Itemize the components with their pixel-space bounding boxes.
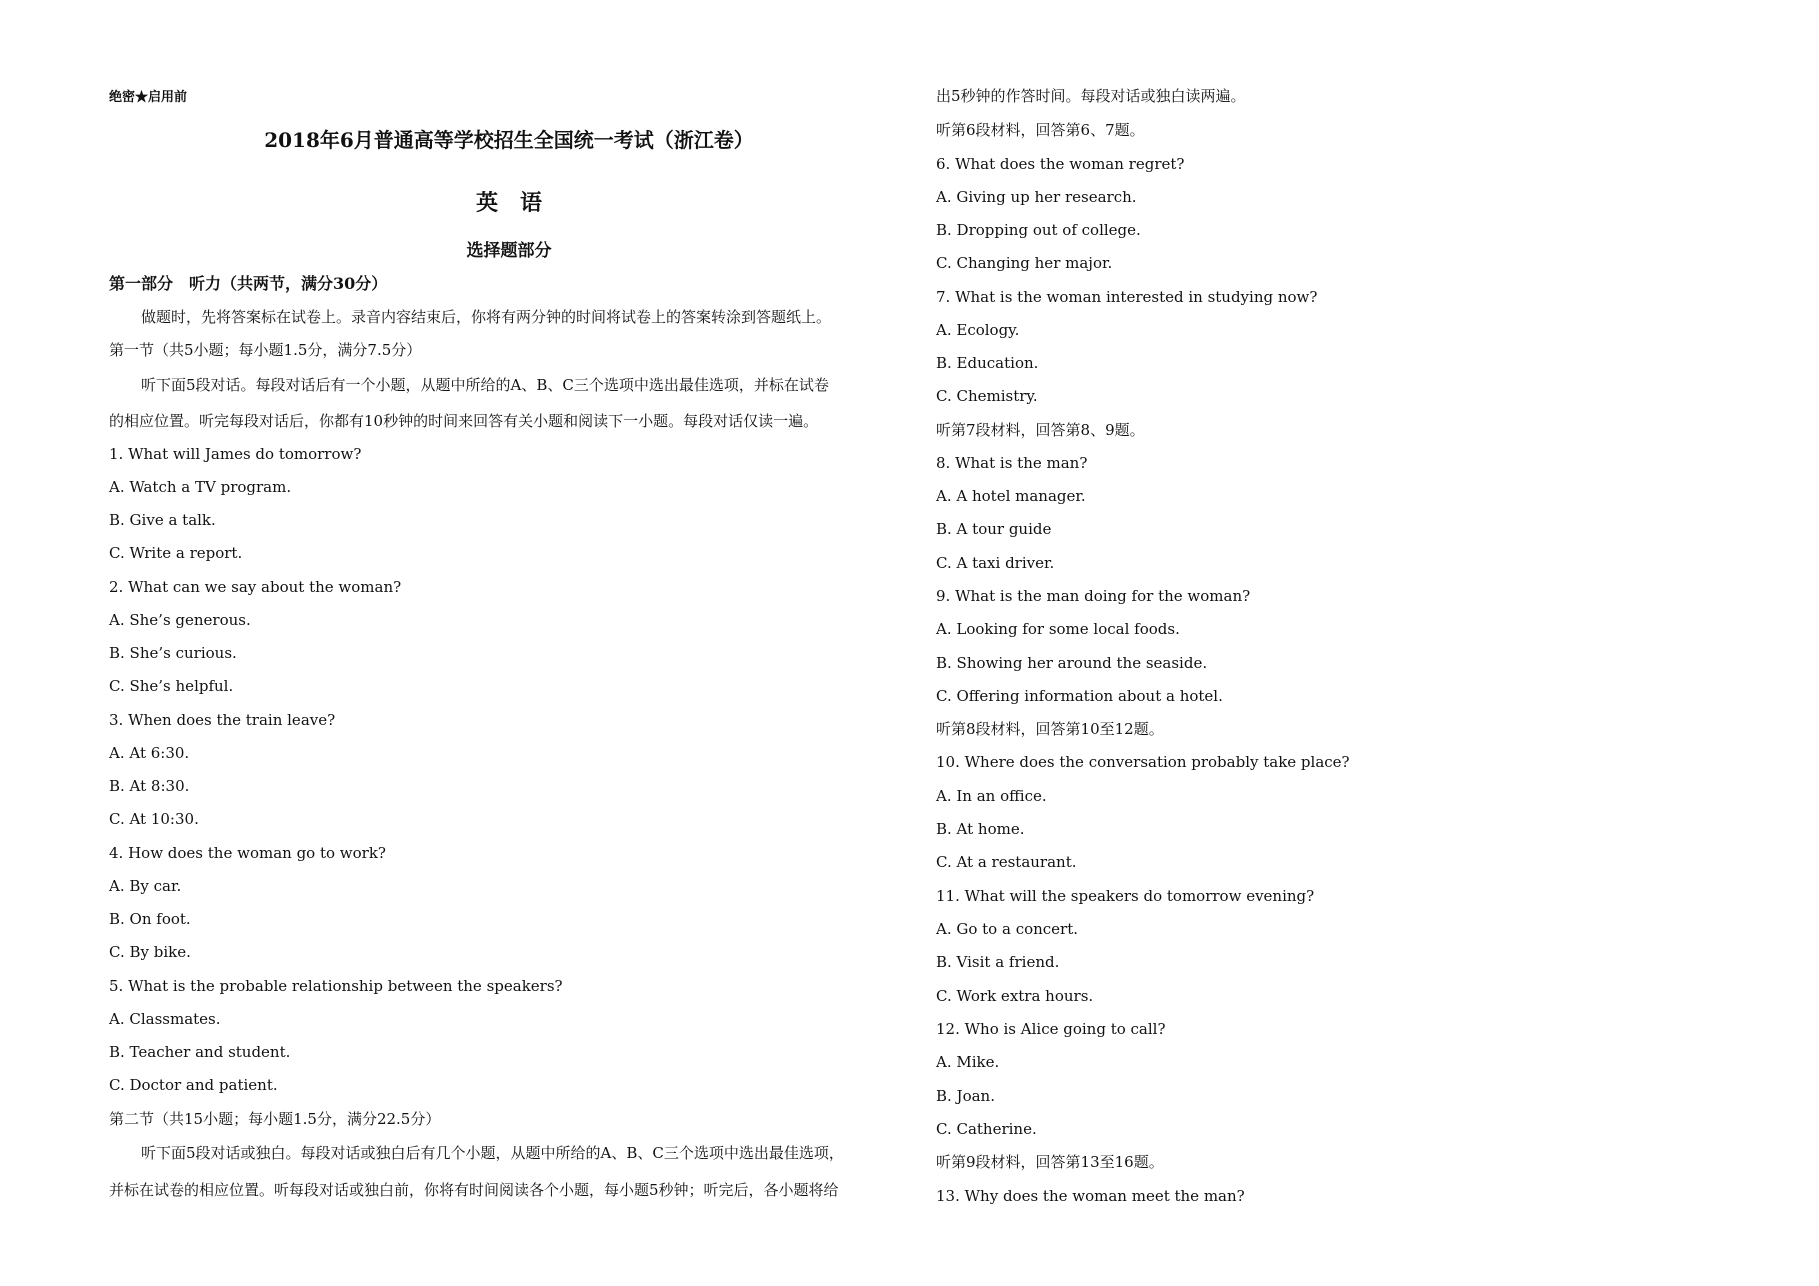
option-1a: A. Watch a TV program. [109, 478, 292, 496]
section2-desc-line1: 听下面5段对话或独白。每段对话或独白后有几个小题，从题中所给的A、B、C三个选项中选出最佳选项， [141, 1144, 844, 1162]
option-5c: C. Doctor and patient. [109, 1076, 278, 1094]
option-4a: A. By car. [109, 877, 182, 895]
section1-desc-line1: 听下面5段对话。每段对话后有一个小题，从题中所给的A、B、C三个选项中选出最佳选项，并标在试卷 [141, 376, 829, 394]
section2-desc-cont: 出5秒钟的作答时间。每段对话或独白读两遍。 [936, 87, 1246, 105]
option-11b: B. Visit a friend. [936, 953, 1060, 971]
question-7: 7. What is the woman interested in studying now? [936, 288, 1318, 306]
option-9b: B. Showing her around the seaside. [936, 654, 1208, 672]
option-3c: C. At 10:30. [109, 810, 199, 828]
question-1: 1. What will James do tomorrow? [109, 445, 362, 463]
material-7: 听第7段材料，回答第8、9题。 [936, 421, 1145, 439]
option-8c: C. A taxi driver. [936, 554, 1055, 572]
question-6: 6. What does the woman regret? [936, 155, 1185, 173]
part-name: 选择题部分 [466, 241, 552, 261]
option-12a: A. Mike. [936, 1053, 1000, 1071]
question-4: 4. How does the woman go to work? [109, 844, 386, 862]
question-11: 11. What will the speakers do tomorrow evening? [936, 887, 1315, 905]
question-12: 12. Who is Alice going to call? [936, 1020, 1166, 1038]
option-4c: C. By bike. [109, 943, 191, 961]
question-8: 8. What is the man? [936, 454, 1088, 472]
option-7c: C. Chemistry. [936, 387, 1038, 405]
material-6: 听第6段材料，回答第6、7题。 [936, 121, 1145, 139]
option-11c: C. Work extra hours. [936, 987, 1094, 1005]
option-8b: B. A tour guide [936, 520, 1052, 538]
option-2c: C. She’s helpful. [109, 677, 234, 695]
question-9: 9. What is the man doing for the woman? [936, 587, 1251, 605]
option-1b: B. Give a talk. [109, 511, 216, 529]
option-8a: A. A hotel manager. [936, 487, 1086, 505]
exam-title: 2018年6月普通高等学校招生全国统一考试（浙江卷） [264, 128, 754, 152]
question-13: 13. Why does the woman meet the man? [936, 1187, 1245, 1205]
option-7a: A. Ecology. [936, 321, 1020, 339]
instruction: 做题时，先将答案标在试卷上。录音内容结束后，你将有两分钟的时间将试卷上的答案转涂到答题纸上。 [141, 308, 832, 326]
option-12c: C. Catherine. [936, 1120, 1037, 1138]
question-5: 5. What is the probable relationship between the speakers? [109, 977, 563, 995]
option-10b: B. At home. [936, 820, 1025, 838]
option-6b: B. Dropping out of college. [936, 221, 1141, 239]
option-6a: A. Giving up her research. [936, 188, 1137, 206]
option-4b: B. On foot. [109, 910, 191, 928]
material-9: 听第9段材料，回答第13至16题。 [936, 1153, 1164, 1171]
secret-label: 绝密★启用前 [109, 90, 188, 105]
material-8: 听第8段材料，回答第10至12题。 [936, 720, 1164, 738]
part1-heading: 第一部分 听力（共两节，满分30分） [109, 274, 388, 293]
option-10c: C. At a restaurant. [936, 853, 1077, 871]
subject-title: 英 语 [475, 190, 543, 216]
option-5b: B. Teacher and student. [109, 1043, 291, 1061]
option-5a: A. Classmates. [109, 1010, 221, 1028]
question-2: 2. What can we say about the woman? [109, 578, 402, 596]
option-9a: A. Looking for some local foods. [936, 620, 1180, 638]
option-2a: A. She’s generous. [109, 611, 251, 629]
option-6c: C. Changing her major. [936, 254, 1113, 272]
option-2b: B. She’s curious. [109, 644, 237, 662]
section1-desc-line2: 的相应位置。听完每段对话后，你都有10秒钟的时间来回答有关小题和阅读下一小题。每段对话仅读一遍。 [109, 412, 819, 430]
question-3: 3. When does the train leave? [109, 711, 336, 729]
option-3b: B. At 8:30. [109, 777, 190, 795]
option-9c: C. Offering information about a hotel. [936, 687, 1223, 705]
option-1c: C. Write a report. [109, 544, 243, 562]
option-3a: A. At 6:30. [109, 744, 190, 762]
section2-heading: 第二节（共15小题；每小题1.5分，满分22.5分） [109, 1110, 441, 1128]
section1-heading: 第一节（共5小题；每小题1.5分，满分7.5分） [109, 341, 422, 359]
option-7b: B. Education. [936, 354, 1039, 372]
option-12b: B. Joan. [936, 1087, 995, 1105]
question-10: 10. Where does the conversation probably take place? [936, 753, 1350, 771]
option-11a: A. Go to a concert. [936, 920, 1079, 938]
option-10a: A. In an office. [936, 787, 1047, 805]
section2-desc-line2: 并标在试卷的相应位置。听每段对话或独白前，你将有时间阅读各个小题，每小题5秒钟；听完后，各小题将给 [109, 1181, 839, 1199]
